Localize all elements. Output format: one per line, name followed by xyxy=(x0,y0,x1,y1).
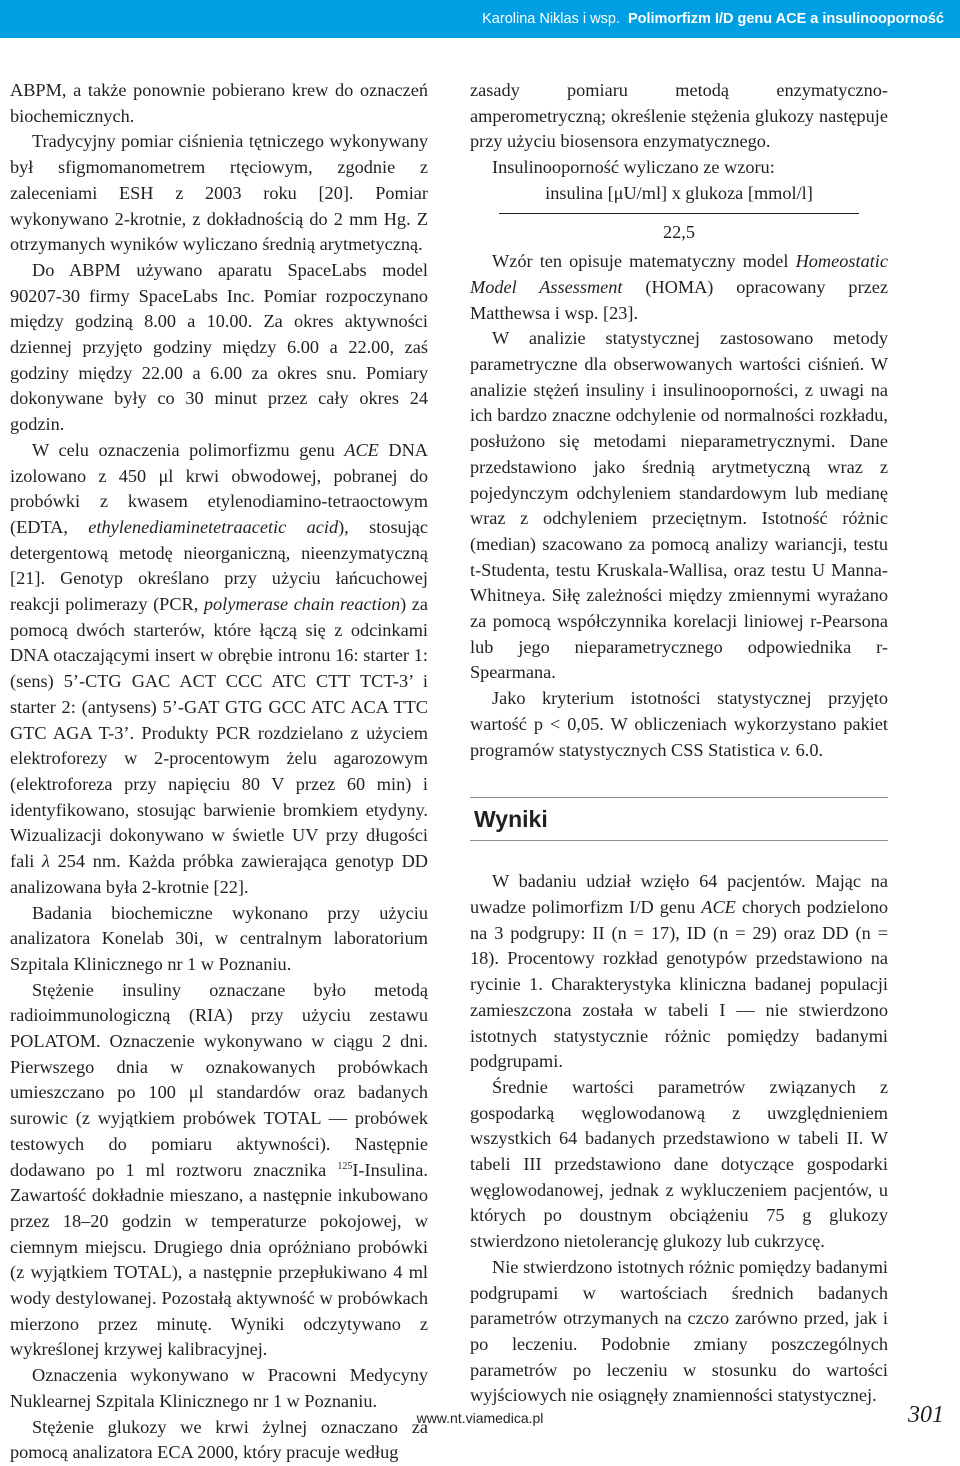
paragraph: Nie stwierdzono istotnych różnic pomiędzy badanymi podgrupami w wartościach średnich badanych parametrów otrzymanych na czczo zarówno przed, jak i po leczeniu. Podobnie zmiany poszczególnych parametrów po leczeniu w stosunku do wartości wyjściowych nie osiągnęły znamienności statystycznej. xyxy=(470,1256,888,1406)
paragraph: Jako kryterium istotności statystycznej przyjęto wartość p < 0,05. W obliczeniach wykorzystano pakiet programów statystycznych CSS Statistica v. 6.0. xyxy=(470,688,888,760)
homa-formula xyxy=(470,181,888,245)
left-column xyxy=(10,78,428,1466)
paragraph: ABPM, a także ponownie pobierano krew do oznaczeń biochemicznych. xyxy=(10,80,428,126)
fraction-bar xyxy=(499,213,859,214)
section-divider xyxy=(470,797,888,798)
header-authors: Karolina Niklas i wsp. xyxy=(482,11,620,27)
paragraph: Do ABPM używano aparatu SpaceLabs model 90207-30 firmy SpaceLabs Inc. Pomiar rozpoczynano między godziną 8.00 a 10.00. Za okres aktywności dziennej przyjęto godziny między 6.00 a 22.00, zaś godziny między 22.00 a 6.00 za okres snu. Pomiary dokonywane były co 30 minut przez cały okres 24 godzin. xyxy=(10,259,428,435)
paragraph: Insulinooporność wyliczano ze wzoru: xyxy=(492,157,775,178)
paragraph: Wzór ten opisuje matematyczny model Homeostatic Model Assessment (HOMA) opracowany przez Matthewsa i wsp. [23]. xyxy=(470,251,888,323)
paragraph: Oznaczenia wykonywano w Pracowni Medycyny Nuklearnej Szpitala Klinicznego nr 1 w Poznaniu. xyxy=(10,1365,428,1411)
paragraph: W analizie statystycznej zastosowano metody parametryczne dla obserwowanych wartości ciśnień. W analizie stężeń insuliny i insulinooporności, z uwagi na ich bardzo znaczne odchylenie od normalności rozkładu, posłużono się metodami nieparametrycznymi. Dane przedstawiono jako średnią arytmetyczną wraz z pojedynczym odchyleniem standardowym lub medianę wraz z odchyleniem przeciętnym. Istotność różnic (median) szacowano za pomocą analizy wariancji, testu t-Studenta, testu Kruskala-Wallisa, oraz testu U Manna-Whitneya. Siłę zależności między zmiennymi wyrażano za pomocą współczynnika korelacji liniowej r-Pearsona lub jego nieparametrycznego odpowiednika r-Spearmana. xyxy=(470,328,888,683)
formula-numerator: insulina [μU/ml] x glukoza [mmol/l] xyxy=(545,182,813,203)
paragraph: zasady pomiaru metodą enzymatyczno-amperometryczną; określenie stężenia glukozy następuje przy użyciu biosensora enzymatycznego. xyxy=(470,80,888,152)
paragraph: Tradycyjny pomiar ciśnienia tętniczego wykonywany był sfigmomanometrem rtęciowym, zgodnie z zaleceniami ESH z 2003 roku [20]. Pomiar wykonywano 2-krotnie, z dokładnością do 2 mm Hg. Z otrzymanych wyników wyliczano średnią arytmetyczną. xyxy=(10,131,428,255)
section-heading: Wyniki xyxy=(474,806,548,833)
right-column xyxy=(470,78,888,1409)
formula-denominator: 22,5 xyxy=(663,221,695,242)
paragraph: W celu oznaczenia polimorfizmu genu ACE DNA izolowano z 450 μl krwi obwodowej, pobranej do probówki z kwasem etylenodiamino-tetraoctowym (EDTA, ethylenediaminetetraacetic acid), stosując detergentową metodę nieorganiczną, nieenzymatyczną [21]. Genotyp określano przy użyciu łańcuchowej reakcji polimerazy (PCR, polymerase chain reaction) za pomocą dwóch starterów, które łączą się z odcinkami DNA otaczającymi insert w obrębie intronu 16: starter 1: (sens) 5’-CTG GAC ACT CCC ATC CTT TCT-3’ i starter 2: (antysens) 5’-GAT GTG GCC ATC ACA TTC GTC AGA T-3’. Produkty PCR rozdzielano z użyciem elektroforezy w 2-procentowym żelu agarozowym (elektroforeza przy napięciu 80 V przez 60 min) i identyfikowano, stosując barwienie bromkiem etydyny. Wizualizacji dokonywano w świetle UV przy długości fali λ 254 nm. Każda próbka zawierająca genotyp DD analizowana była 2-krotnie [22]. xyxy=(10,439,429,897)
header-article-title: Polimorfizm I/D genu ACE a insulinooporność xyxy=(627,11,944,27)
paragraph: Stężenie insuliny oznaczane było metodą radioimmunologiczną (RIA) przy użyciu zestawu POLATOM. Oznaczenie wykonywano w ciągu 2 dni. Pierwszego dnia w oznakowanych probówkach umieszczano po 100 μl standardów oraz badanych surowic (z wyjątkiem probówek TOTAL — probówek testowych do pomiaru aktywności). Następnie dodawano po 1 ml roztworu znacznika $^{125}$I-Insulina. Zawartość dokładnie mieszano, a następnie inkubowano przez 18–20 godzin w temperaturze pokojowej, w ciemnym miejscu. Drugiego dnia opróżniano probówki (z wyjątkiem TOTAL), a następnie przepłukiwano 4 ml wody destylowanej. Pozostałą aktywność w probówkach mierzono przez minutę. Wyniki odczytywano z wykreślonej krzywej kalibracyjnej. xyxy=(10,979,428,1360)
page-number: 301 xyxy=(908,1402,944,1428)
running-header xyxy=(0,0,960,38)
paragraph: W badaniu udział wzięło 64 pacjentów. Mając na uwadze polimorfizm I/D genu ACE chorych podzielono na 3 podgrupy: II (n = 17), ID (n = 29) oraz DD (n = 18). Procentowy rozkład genotypów przedstawiono na rycinie 1. Charakterystyka kliniczna badanej populacji zamieszczona została w tabeli I — nie stwierdzono istotnych statystycznie różnic pomiędzy badanymi podgrupami. xyxy=(470,871,888,1072)
paragraph: Stężenie glukozy we krwi żylnej oznaczano za pomocą analizatora ECA 2000, który pracuje według xyxy=(10,1416,428,1463)
section-divider xyxy=(470,840,888,841)
paragraph: Średnie wartości parametrów związanych z gospodarką węglowodanową z uwzględnieniem wszystkich 64 badanych przedstawiono w tabeli II. W tabeli III przedstawiono dane dotyczące gospodarki węglowodanowej, jednak z wykluczeniem pacjentów, u których po doustnym obciążeniu 75 g glukozy stwierdzono nietolerancję glukozy lub cukrzycę. xyxy=(470,1076,888,1252)
paragraph: Badania biochemiczne wykonano przy użyciu analizatora Konelab 30i, w centralnym laboratorium Szpitala Klinicznego nr 1 w Poznaniu. xyxy=(10,902,428,974)
footer-url: www.nt.viamedica.pl xyxy=(416,1410,544,1426)
